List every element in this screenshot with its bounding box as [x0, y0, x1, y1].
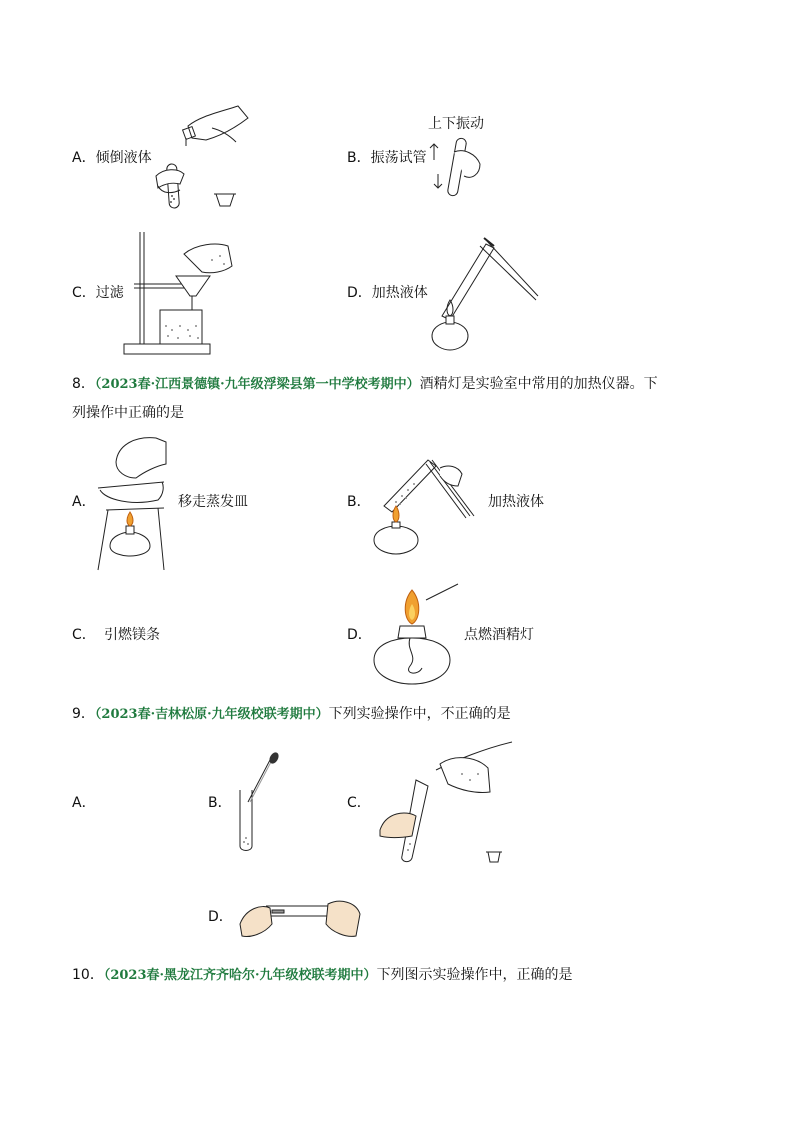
shaking-test-tube-figure	[428, 134, 492, 200]
q10-source: （2023春·黑龙江齐齐哈尔·九年级校联考期中）	[103, 968, 377, 983]
q8-option-d-caption: 点燃酒精灯	[464, 627, 534, 643]
q7-option-a-label: A．倾倒液体	[72, 150, 152, 166]
q8-option-a-caption: 移走蒸发皿	[178, 494, 248, 510]
q8-stem-line2: 列操作中正确的是	[72, 405, 184, 421]
q9-source: （2023春·吉林松原·九年级校联考期中）	[94, 707, 329, 722]
q7-option-b-label: B．振荡试管	[347, 150, 427, 166]
q10-stem	[72, 966, 573, 985]
q8-number: 8．	[72, 376, 95, 392]
removing-evaporating-dish-figure	[96, 434, 166, 570]
q8-stem-text: 酒精灯是实验室中常用的加热仪器。下	[419, 376, 658, 392]
heating-liquid-figure-q8	[370, 450, 480, 560]
lighting-alcohol-lamp-figure	[370, 580, 462, 692]
q7-option-b-annotation: 上下振动	[428, 116, 484, 132]
q9-number: 9．	[72, 706, 95, 722]
q8-option-c-caption: 引燃镁条	[104, 627, 160, 643]
q8-option-c-letter: C．	[72, 627, 96, 643]
q9-option-d-letter: D．	[208, 909, 233, 925]
q9-option-c-letter: C．	[347, 795, 371, 811]
pouring-liquid-figure	[150, 98, 250, 214]
q8-option-d-letter: D．	[347, 627, 372, 643]
q10-number: 10．	[72, 967, 104, 983]
dropper-into-test-tube-figure	[236, 752, 280, 856]
q9-stem-text: 下列实验操作中，不正确的是	[328, 706, 511, 722]
q7-option-d-label: D．加热液体	[347, 285, 428, 301]
q9-stem	[72, 705, 511, 724]
q8-stem-line1	[72, 375, 658, 394]
q8-option-b-letter: B．	[347, 494, 371, 510]
filtration-figure	[120, 226, 236, 358]
pouring-reagent-figure	[376, 740, 516, 864]
q9-option-b-letter: B．	[208, 795, 232, 811]
q9-option-a-letter: A．	[72, 795, 96, 811]
q8-source: （2023春·江西景德镇·九年级浮梁县第一中学校考期中）	[94, 377, 420, 392]
q10-stem-text: 下列图示实验操作中，正确的是	[376, 967, 573, 983]
q8-option-b-caption: 加热液体	[488, 494, 544, 510]
horizontal-test-tube-figure	[236, 884, 364, 942]
q7-option-c-label: C．过滤	[72, 285, 124, 301]
heating-liquid-figure-q7	[424, 232, 540, 354]
q8-option-a-letter: A．	[72, 494, 96, 510]
